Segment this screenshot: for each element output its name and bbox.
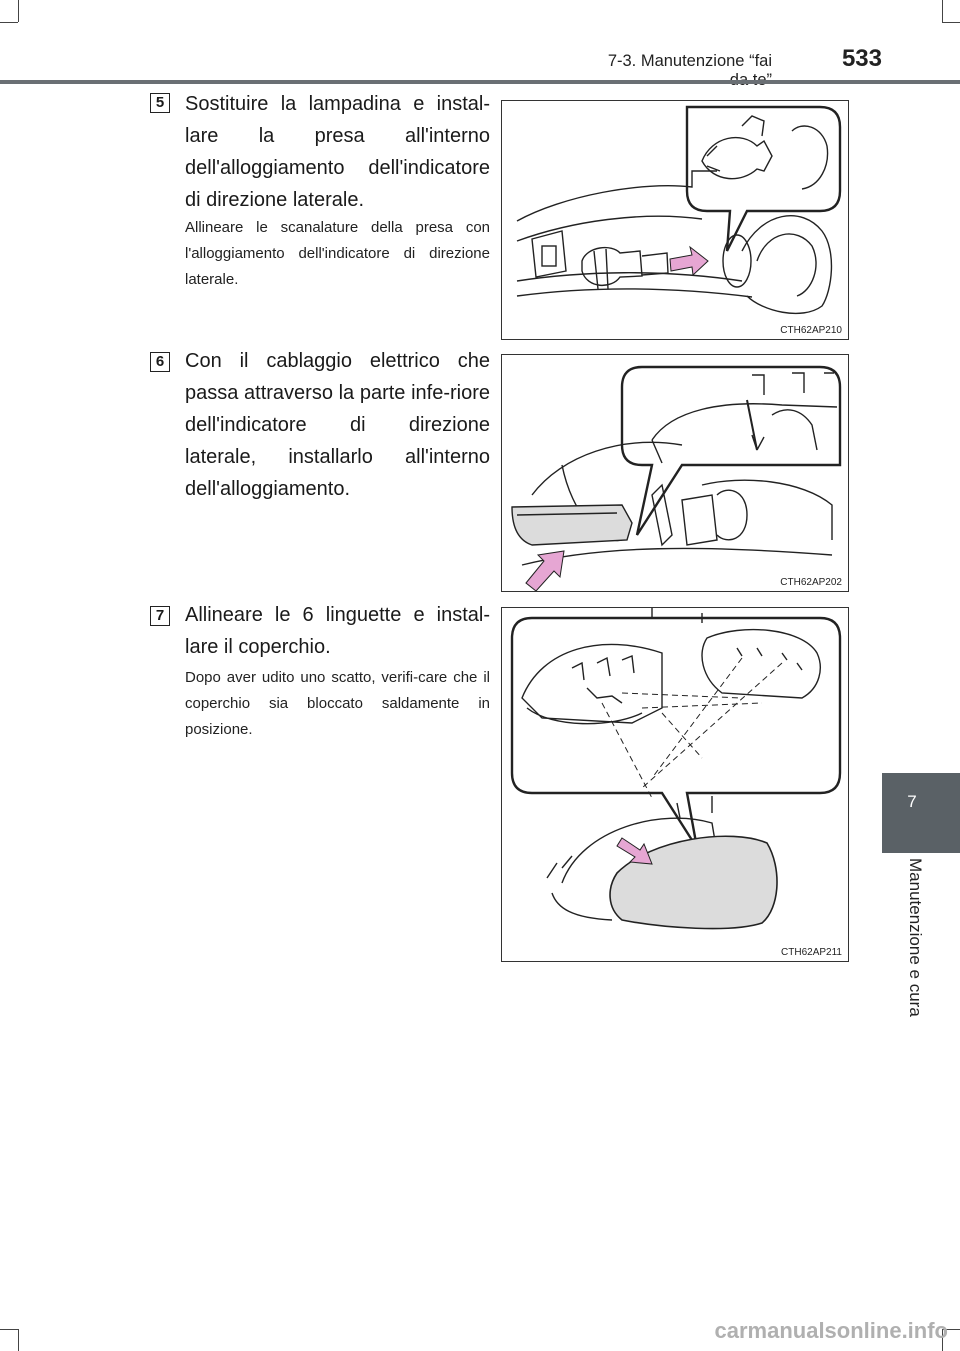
crop-mark	[942, 0, 943, 22]
illustration-turn-signal-install	[502, 355, 849, 592]
step-note: Dopo aver udito uno scatto, verifi-care che il coperchio sia bloccato saldamente in posizione.	[185, 669, 490, 738]
figure-code: CTH62AP210	[780, 325, 842, 336]
chapter-number: 7	[907, 792, 917, 811]
watermark: carmanualsonline.info	[714, 1318, 948, 1343]
crop-mark	[18, 1329, 19, 1351]
figure-code: CTH62AP211	[781, 947, 842, 958]
step-instruction: Con il cablaggio elettrico che passa attraverso la parte infe-riore dell'indicatore di direzione laterale, installarlo all'interno dell'alloggiamento.	[185, 350, 490, 500]
step-number-badge: 5	[150, 93, 170, 113]
step-number-badge: 6	[150, 352, 170, 372]
step-number-badge: 7	[150, 606, 170, 626]
figure-bulb-socket	[501, 100, 849, 340]
figure-code: CTH62AP202	[780, 577, 842, 588]
crop-mark	[942, 22, 960, 23]
crop-mark	[0, 22, 18, 23]
step-note: Allineare le scanalature della presa con l'alloggiamento dell'indicatore di direzione laterale.	[185, 219, 490, 288]
figure-turn-signal-install	[501, 354, 849, 592]
page-number: 533	[841, 45, 882, 72]
figure-cover-install	[501, 607, 849, 962]
crop-mark	[0, 1329, 18, 1330]
crop-mark	[18, 0, 19, 22]
illustration-bulb-socket	[502, 101, 849, 340]
chapter-label: Manutenzione e cura	[906, 858, 925, 1017]
step-instruction: Sostituire la lampadina e instal-lare la presa all'interno dell'alloggiamento dell'indicatore di direzione laterale.	[185, 93, 490, 211]
header-rule	[0, 80, 960, 84]
section-title: 7-3. Manutenzione “fai	[607, 52, 772, 70]
illustration-cover-install	[502, 608, 849, 962]
step-instruction: Allineare le 6 linguette e instal-lare il coperchio.	[185, 604, 490, 658]
chapter-tab	[882, 773, 960, 853]
